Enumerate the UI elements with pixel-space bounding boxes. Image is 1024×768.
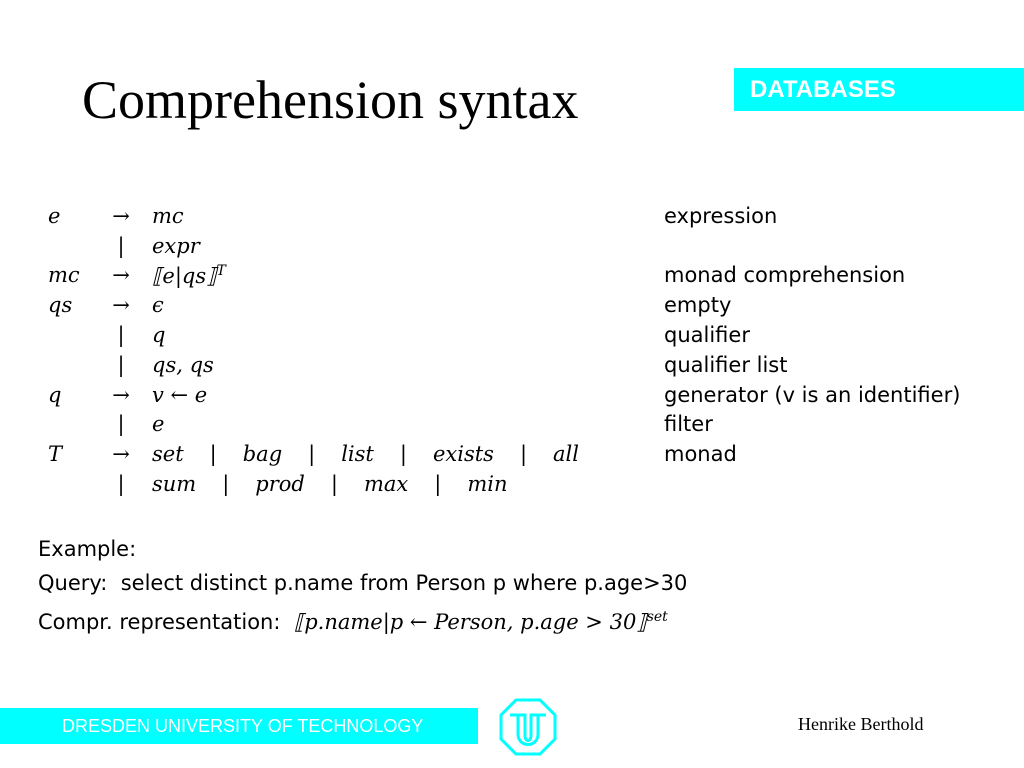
example-query-row: [38, 566, 687, 600]
grammar-alternative: expr: [152, 233, 200, 258]
grammar-row: [40, 380, 960, 410]
grammar-rhs: [142, 320, 650, 350]
grammar-alternative: max: [363, 472, 409, 497]
grammar-operator: |: [117, 472, 125, 497]
grammar-alternative: set: [152, 442, 184, 467]
compr-expression: ⟦p.name|p ← Person, p.age > 30⟧: [293, 610, 647, 634]
grammar-row: [40, 439, 960, 469]
query-label: Query:: [38, 571, 108, 595]
grammar-rhs: [142, 410, 650, 440]
alternative-separator: |: [434, 472, 442, 497]
alternative-separator: |: [399, 442, 407, 467]
grammar-lhs: q: [48, 382, 62, 407]
grammar-operator: →: [112, 263, 130, 288]
grammar-operator: →: [112, 382, 130, 407]
grammar-rhs: [142, 231, 650, 261]
grammar-description: expression: [664, 203, 778, 228]
grammar-row: [40, 350, 960, 380]
grammar-alternative: bag: [242, 442, 283, 467]
grammar-description: empty: [664, 293, 732, 318]
grammar-table: [40, 201, 960, 499]
grammar-alternative: sum: [152, 472, 197, 497]
grammar-alternative: all: [553, 442, 579, 467]
grammar-lhs: e: [48, 203, 61, 228]
grammar-description: monad comprehension: [664, 263, 906, 288]
category-tag: DATABASES: [734, 68, 1024, 111]
grammar-rhs: [142, 439, 650, 469]
grammar-operator: |: [117, 323, 125, 348]
alternative-separator: |: [209, 442, 217, 467]
grammar-lhs: [40, 410, 100, 440]
grammar-description: [650, 469, 960, 499]
grammar-rhs: [142, 261, 650, 291]
grammar-description: qualifier: [664, 323, 750, 348]
grammar-lhs: [40, 320, 100, 350]
grammar-alternative: qs, qs: [152, 352, 214, 377]
compr-label: Compr. representation:: [38, 610, 281, 634]
grammar-operator: →: [112, 203, 130, 228]
alternative-separator: |: [519, 442, 528, 467]
grammar-lhs: [40, 469, 100, 499]
grammar-lhs: mc: [48, 263, 80, 288]
grammar-lhs: [40, 231, 100, 261]
grammar-rhs: [142, 290, 650, 320]
grammar-lhs: T: [48, 442, 63, 467]
grammar-operator: |: [117, 233, 125, 258]
grammar-rhs: [142, 350, 650, 380]
grammar-description: monad: [664, 442, 737, 467]
grammar-alternative: mc: [152, 203, 184, 228]
grammar-rhs: [142, 469, 650, 499]
grammar-row: [40, 320, 960, 350]
grammar-alternative: exists: [432, 442, 494, 467]
grammar-alternative: list: [341, 442, 374, 467]
grammar-operator: |: [117, 352, 125, 377]
grammar-operator: →: [112, 442, 130, 467]
grammar-row: [40, 290, 960, 320]
grammar-row: [40, 261, 960, 291]
grammar-description: [650, 231, 960, 261]
grammar-alternative: e: [152, 412, 165, 437]
grammar-operator: →: [112, 293, 130, 318]
grammar-alternative: v ← e: [152, 382, 208, 407]
example-section: [38, 532, 687, 634]
compr-superscript: set: [646, 609, 668, 625]
slide-title: Comprehension syntax: [82, 70, 579, 130]
grammar-lhs: [40, 350, 100, 380]
author-name: Henrike Berthold: [798, 714, 924, 734]
grammar-description: filter: [664, 412, 713, 437]
grammar-rhs: [142, 201, 650, 231]
grammar-lhs: qs: [48, 293, 73, 318]
grammar-row: [40, 231, 960, 261]
query-text: select distinct p.name from Person p where p.age>30: [120, 571, 688, 595]
grammar-alternative: prod: [255, 472, 305, 497]
alternative-separator: |: [330, 472, 338, 497]
grammar-alternative: min: [467, 472, 508, 497]
grammar-description: generator (v is an identifier): [664, 382, 961, 407]
alternative-separator: |: [308, 442, 316, 467]
grammar-operator: |: [117, 412, 125, 437]
grammar-row: [40, 469, 960, 499]
alternative-separator: |: [222, 472, 230, 497]
grammar-description: qualifier list: [664, 352, 788, 377]
grammar-row: [40, 410, 960, 440]
tu-dresden-logo-icon: [499, 698, 557, 756]
grammar-alternative: ϵ: [152, 293, 164, 318]
grammar-alternative: ⟦e|qs⟧: [152, 263, 217, 288]
grammar-superscript: T: [216, 262, 226, 279]
example-compr-row: [38, 600, 687, 634]
grammar-rhs: [142, 380, 650, 410]
footer-university: DRESDEN UNIVERSITY OF TECHNOLOGY: [62, 716, 424, 736]
grammar-row: [40, 201, 960, 231]
grammar-alternative: q: [152, 323, 166, 348]
example-heading: Example:: [38, 537, 137, 561]
